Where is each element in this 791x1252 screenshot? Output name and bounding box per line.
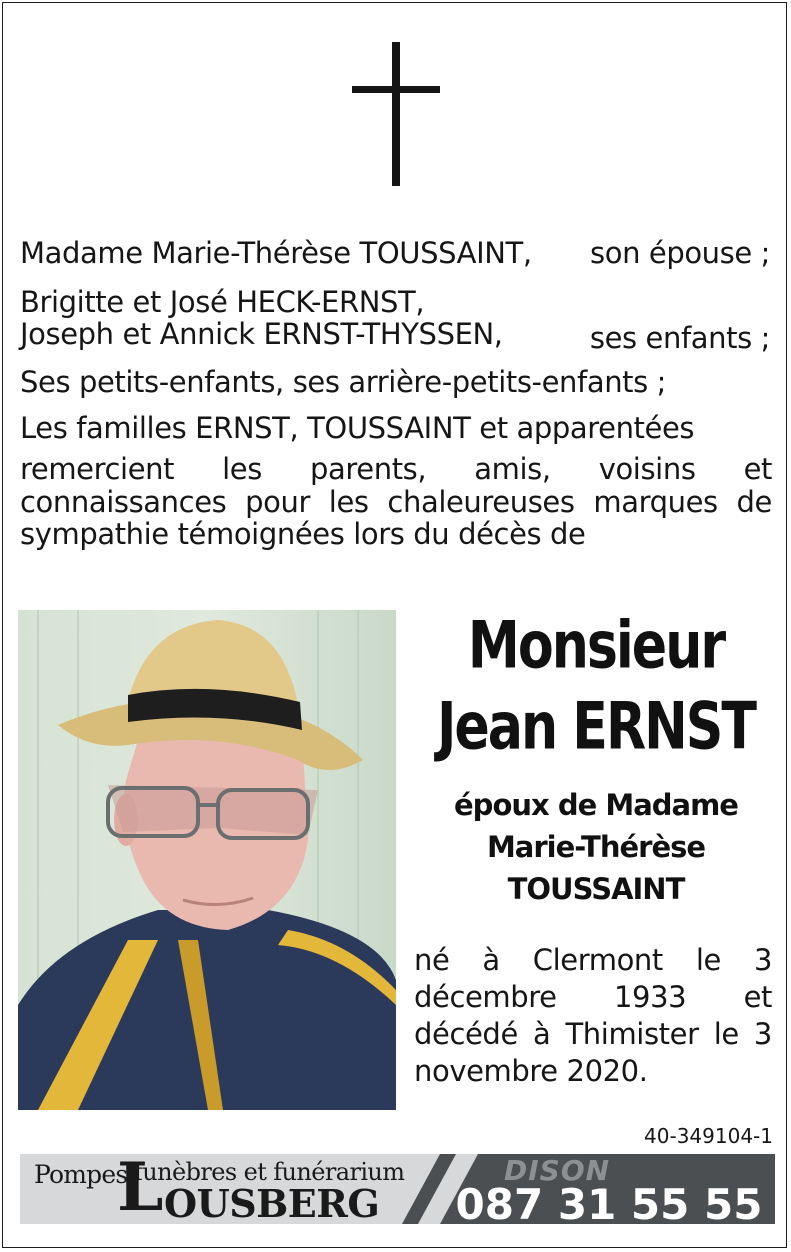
deceased-title: Monsieur (467, 606, 725, 684)
logo-big-l: L (117, 1148, 164, 1226)
cross-icon (352, 42, 440, 186)
funebres-label: funèbres et funérarium (134, 1158, 405, 1186)
deceased-name: Jean ERNST (436, 687, 755, 765)
spouse-info-line-2: Marie-Thérèse (486, 830, 706, 864)
birth-death-paragraph: né à Clermont le 3 décembre 1933 et décédé à Thimister le 3 novembre 2020. (414, 943, 772, 1088)
children-relation: ses enfants ; (589, 321, 770, 355)
lousberg-name: OUSBERG (164, 1181, 380, 1226)
pompes-label: Pompes (34, 1160, 128, 1189)
reference-number: 40-349104-1 (644, 1124, 773, 1148)
spouse-name-line: Madame Marie-Thérèse TOUSSAINT, (20, 236, 532, 270)
families-line: Les familles ERNST, TOUSSAINT et apparentées (20, 411, 695, 445)
city-label: DISON (504, 1154, 611, 1187)
phone-number: 087 31 55 55 (455, 1180, 763, 1229)
spouse-relation: son épouse ; (590, 236, 770, 270)
funeral-home-banner (20, 1148, 775, 1229)
spouse-info-line-3: TOUSSAINT (507, 872, 685, 906)
child-2-line: Joseph et Annick ERNST-THYSSEN, (20, 317, 503, 351)
child-1-line: Brigitte et José HECK-ERNST, (20, 285, 425, 319)
spouse-info-line-1: époux de Madame (454, 788, 738, 822)
thanks-paragraph: remercient les parents, amis, voisins et connaissances pour les chaleureuses marques de sympathie témoignées lors du décès de (20, 452, 772, 551)
portrait-photo (18, 610, 396, 1110)
grandchildren-line: Ses petits-enfants, ses arrière-petits-enfants ; (20, 365, 667, 399)
